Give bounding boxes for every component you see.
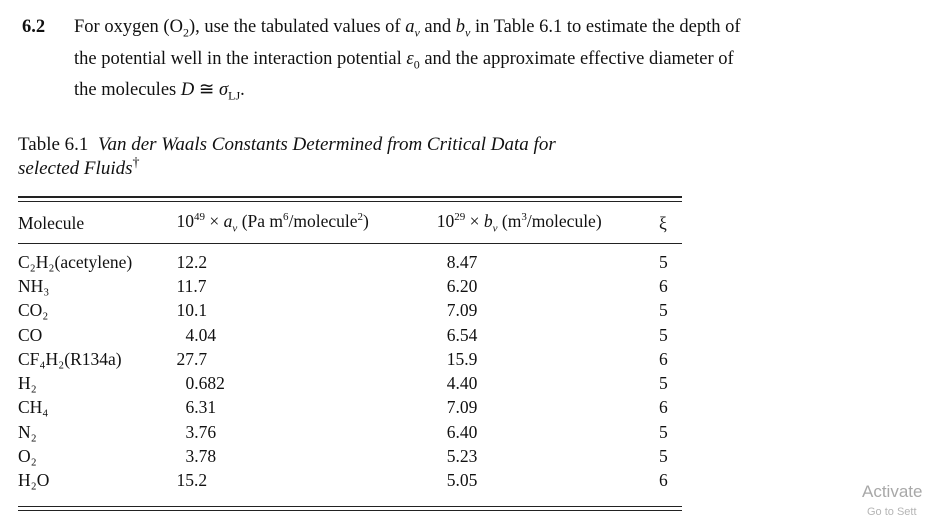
cell-a: 4.04 <box>185 324 217 345</box>
cell-a: 10.1 <box>176 300 208 321</box>
table-bottom-rule-2 <box>18 510 682 511</box>
settings-watermark: Go to Sett <box>867 506 917 518</box>
cell-xi: 5 <box>658 251 668 272</box>
cell-molecule: H₂ <box>18 373 37 394</box>
cell-xi: 5 <box>658 300 668 321</box>
header-xi: ξ <box>658 212 667 233</box>
cell-molecule: CO₂ <box>18 300 49 321</box>
data-table <box>18 206 688 493</box>
cell-molecule: CH₄ <box>18 397 49 418</box>
cell-a: 15.2 <box>176 470 208 491</box>
problem-line-2b: and the approximate effective diameter of <box>419 48 734 69</box>
problem-line-2a: the potential well in the interaction potential <box>74 48 407 69</box>
cell-xi: 6 <box>658 397 668 418</box>
problem-line-3: the molecules D ≅ $\sigma_{LJ}$. <box>74 80 245 104</box>
cell-molecule: O₂ <box>18 446 37 467</box>
cell-a: 0.682 <box>185 373 225 394</box>
cell-xi: 6 <box>658 470 668 491</box>
cell-xi: 5 <box>658 446 668 467</box>
activate-watermark: Activate <box>862 482 923 501</box>
table-row <box>18 444 688 468</box>
cell-molecule: NH₃ <box>18 275 50 296</box>
caption-label: Table 6.1 <box>18 134 89 155</box>
cell-xi: 5 <box>658 324 668 345</box>
problem-line-2: the potential well in the interaction potential $\varepsilon_0$ and the approximate effective diameter of <box>74 48 734 72</box>
cell-b: 6.40 <box>446 421 478 442</box>
table-header-row <box>18 206 688 240</box>
header-b: $10^{29} \times b_v$ $(m^3/molecule)$ <box>436 211 602 235</box>
cell-molecule: CF₄H₂(R134a) <box>18 348 122 369</box>
caption-title: Van der Waals Constants Determined from Critical Data for <box>97 134 556 155</box>
cell-xi: 5 <box>658 421 668 442</box>
cell-xi: 6 <box>658 348 668 369</box>
table-top-rule-2 <box>18 201 682 202</box>
problem-line-1d: in Table 6.1 to estimate the depth of <box>470 17 741 37</box>
header-molecule: Molecule <box>18 212 85 233</box>
problem-line-1b: ), use the tabulated values of <box>188 17 406 37</box>
table-row <box>18 420 688 444</box>
cell-a: 3.78 <box>185 446 217 467</box>
problem-text <box>74 14 902 109</box>
cell-a: 6.31 <box>185 397 217 418</box>
cell-b: 8.47 <box>446 251 478 272</box>
table-bottom-rule <box>18 506 682 507</box>
problem-line-1c: and <box>419 17 456 37</box>
cell-a: 3.76 <box>185 421 217 442</box>
problem-number: 6.2 <box>22 17 46 37</box>
cell-xi: 6 <box>658 275 668 296</box>
problem-statement <box>22 14 902 109</box>
cell-b: 15.9 <box>446 348 478 369</box>
table-caption <box>18 133 698 181</box>
dagger-mark: † <box>132 155 140 171</box>
cell-b: 4.40 <box>446 373 478 394</box>
cell-molecule: CO <box>18 324 43 345</box>
header-a: $10^{49} \times a_v$ (Pa $m^6/molecule^2$) <box>176 211 369 235</box>
table-top-rule <box>18 196 682 198</box>
cell-b: 5.05 <box>446 470 478 491</box>
table-row <box>18 274 688 298</box>
problem-line-1a: For oxygen (O <box>74 17 183 37</box>
cell-molecule: C₂H₂(acetylene) <box>18 251 133 272</box>
cell-xi: 5 <box>658 373 668 394</box>
cell-a: 11.7 <box>176 275 207 296</box>
table-row <box>18 250 688 274</box>
table-row <box>18 323 688 347</box>
cell-molecule: N₂ <box>18 421 37 442</box>
table-row <box>18 371 688 395</box>
problem-line-3a: the molecules <box>74 80 181 101</box>
cell-b: 6.54 <box>446 324 478 345</box>
cell-b: 5.23 <box>446 446 478 467</box>
table-row <box>18 396 688 420</box>
table-row <box>18 469 688 493</box>
cell-a: 27.7 <box>176 348 208 369</box>
cell-b: 6.20 <box>446 275 478 296</box>
cell-b: 7.09 <box>446 300 478 321</box>
table-row <box>18 347 688 371</box>
caption-title-2: selected Fluids <box>18 158 133 179</box>
table-row <box>18 299 688 323</box>
problem-line-1: For oxygen $(O_2)$, use the tabulated values of $a_v$ and $b_v$ in Table 6.1 to estimate the depth of <box>74 17 741 40</box>
cell-a: 12.2 <box>176 251 208 272</box>
cell-molecule: H₂O <box>18 470 50 491</box>
cell-b: 7.09 <box>446 397 478 418</box>
